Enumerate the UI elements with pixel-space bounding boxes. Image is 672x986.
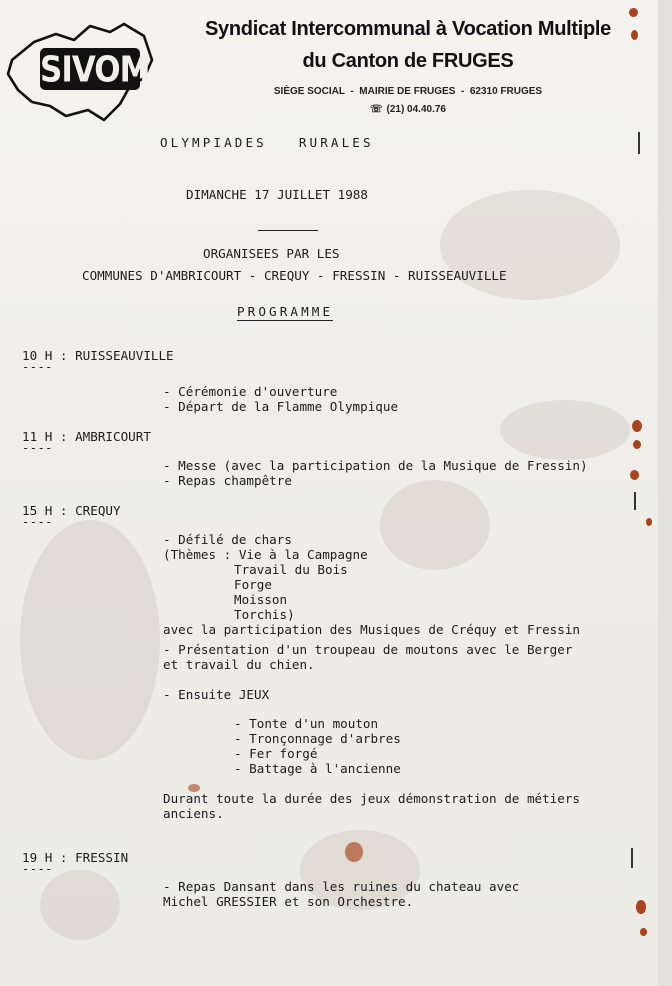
hour-underline: ---- [22,515,53,529]
organised-by: ORGANISEES PAR LES [203,246,340,261]
list-item: - Tonte d'un mouton [234,716,379,731]
time-slot-11h: 11 H : AMBRICOURT [22,429,151,444]
stain [380,480,490,570]
org-phone: (21) 04.40.76 [386,104,446,115]
rust-spot [630,470,639,480]
list-item: - Repas Dansant dans les ruines du chateau avec [163,879,520,894]
stain [500,400,630,460]
programme-heading-text: PROGRAMME [237,304,334,319]
list-item: - Départ de la Flamme Olympique [163,399,399,414]
margin-mark [638,132,640,154]
stain [20,520,160,760]
rust-spot [632,420,642,432]
list-item: Moisson [234,592,288,607]
list-item: - Cérémonie d'ouverture [163,384,338,399]
list-item: - Battage à l'ancienne [234,761,401,776]
list-item: - Repas champêtre [163,473,292,488]
list-item: - Tronçonnage d'arbres [234,731,401,746]
sivom-logo [4,16,156,124]
event-date: DIMANCHE 17 JUILLET 1988 [186,187,368,202]
list-item: - Défilé de chars [163,532,292,547]
programme-heading [237,304,333,319]
list-item: - Fer forgé [234,746,318,761]
list-item: anciens. [163,806,224,821]
time-slot-10h: 10 H : RUISSEAUVILLE [22,348,174,363]
telephone-icon: ☏ [369,104,383,115]
list-item: Durant toute la durée des jeux démonstration de métiers [163,791,581,806]
rust-spot [631,30,638,40]
list-item: et travail du chien. [163,657,315,672]
list-item: Michel GRESSIER et son Orchestre. [163,894,414,909]
list-item: avec la participation des Musiques de Créquy et Fressin [163,622,581,637]
logo-lettering: SIVOM [40,49,150,91]
communes-line: COMMUNES D'AMBRICOURT - CREQUY - FRESSIN - RUISSEAUVILLE [82,268,507,283]
stain [40,870,120,940]
org-title-line1: Syndicat Intercommunal à Vocation Multiple [205,18,611,40]
rust-spot [640,928,647,936]
rust-spot [345,842,363,862]
list-item: Forge [234,577,272,592]
hour-underline: ---- [22,862,53,876]
list-item: (Thèmes : Vie à la Campagne [163,547,368,562]
rust-spot [646,518,652,526]
rust-spot [629,8,638,17]
time-slot-19h: 19 H : FRESSIN [22,850,129,865]
list-item: - Présentation d'un troupeau de moutons avec le Berger [163,642,573,657]
paper-edge [658,0,672,986]
stain [440,190,620,300]
org-phone-row [200,104,616,115]
separator-rule [258,230,318,231]
list-item: Torchis) [234,607,295,622]
org-address: SIÈGE SOCIAL - MAIRIE DE FRUGES - 62310 FRUGES [273,86,543,97]
document-title: OLYMPIADES RURALES [160,135,374,150]
margin-mark [631,848,633,868]
list-item: Travail du Bois [234,562,348,577]
hour-underline: ---- [22,441,53,455]
rust-spot [636,900,646,914]
margin-mark [634,492,636,510]
list-item: - Ensuite JEUX [163,687,270,702]
hour-underline: ---- [22,360,53,374]
time-slot-15h: 15 H : CREQUY [22,503,121,518]
org-title-line2: du Canton de FRUGES [302,50,514,72]
rust-spot [633,440,641,449]
list-item: - Messe (avec la participation de la Musique de Fressin) [163,458,588,473]
